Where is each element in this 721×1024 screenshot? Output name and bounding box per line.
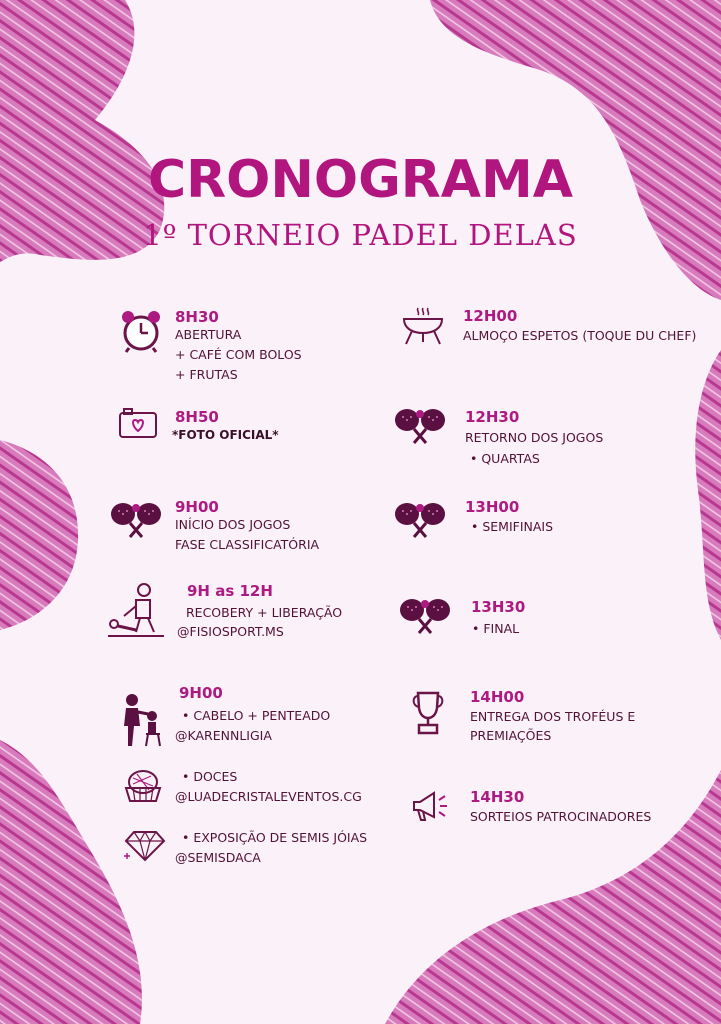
schedule-line: PREMIAÇÕES xyxy=(470,728,552,743)
diamond-icon xyxy=(122,828,166,862)
schedule-time: 9H as 12H xyxy=(187,582,273,600)
schedule-time: 14H30 xyxy=(470,788,525,806)
schedule-line: @LUADECRISTALEVENTOS.CG xyxy=(175,789,362,804)
schedule-line: ABERTURA xyxy=(175,327,242,342)
schedule-line: RETORNO DOS JOGOS xyxy=(465,430,604,445)
alarm-clock-icon xyxy=(118,308,164,354)
padel-rackets-icon xyxy=(108,500,164,540)
schedule-line: *FOTO OFICIAL* xyxy=(172,428,279,442)
schedule-time: 12H30 xyxy=(465,408,520,426)
camera-icon xyxy=(118,407,158,439)
sweets-icon xyxy=(123,768,163,804)
megaphone-icon xyxy=(410,788,450,824)
physiotherapy-icon xyxy=(106,582,166,640)
schedule-time: 8H30 xyxy=(175,308,219,326)
schedule-line: + FRUTAS xyxy=(175,367,238,382)
schedule-line: • SEMIFINAIS xyxy=(471,519,554,534)
page-subtitle: 1º TORNEIO PADEL DELAS xyxy=(143,218,578,252)
schedule-line: SORTEIOS PATROCINADORES xyxy=(470,809,652,824)
hairdresser-icon xyxy=(120,692,164,748)
schedule-time: 9H00 xyxy=(175,498,219,516)
schedule-line: • QUARTAS xyxy=(470,451,540,466)
blob-bottom-left xyxy=(0,740,142,1024)
schedule-line: • DOCES xyxy=(182,769,238,784)
schedule-line: ENTREGA DOS TROFÉUS E xyxy=(470,709,636,724)
schedule-line: • FINAL xyxy=(472,621,520,636)
grill-icon xyxy=(400,306,446,346)
schedule-line: @FISIOSPORT.MS xyxy=(177,624,284,639)
blob-left-middle xyxy=(0,440,78,630)
schedule-line: ALMOÇO ESPETOS (TOQUE DU CHEF) xyxy=(463,328,697,343)
schedule-line: RECOBERY + LIBERAÇÃO xyxy=(186,605,343,620)
schedule-time: 12H00 xyxy=(463,307,518,325)
schedule-line: @SEMISDACA xyxy=(175,850,261,865)
schedule-line: • EXPOSIÇÃO DE SEMIS JÓIAS xyxy=(182,830,368,845)
padel-rackets-icon xyxy=(397,596,453,636)
schedule-line: • CABELO + PENTEADO xyxy=(182,708,331,723)
padel-rackets-icon xyxy=(392,500,448,540)
schedule-line: INÍCIO DOS JOGOS xyxy=(175,517,291,532)
schedule-line: @KARENNLIGIA xyxy=(175,728,272,743)
blob-right-middle xyxy=(695,350,721,640)
page-title: CRONOGRAMA xyxy=(147,150,574,210)
schedule-time: 13H00 xyxy=(465,498,520,516)
schedule-line: + CAFÉ COM BOLOS xyxy=(175,347,302,362)
padel-rackets-icon xyxy=(392,406,448,446)
trophy-icon xyxy=(410,690,446,736)
schedule-time: 9H00 xyxy=(179,684,223,702)
schedule-time: 8H50 xyxy=(175,408,219,426)
schedule-time: 13H30 xyxy=(471,598,526,616)
schedule-line: FASE CLASSIFICATÓRIA xyxy=(175,537,320,552)
schedule-time: 14H00 xyxy=(470,688,525,706)
